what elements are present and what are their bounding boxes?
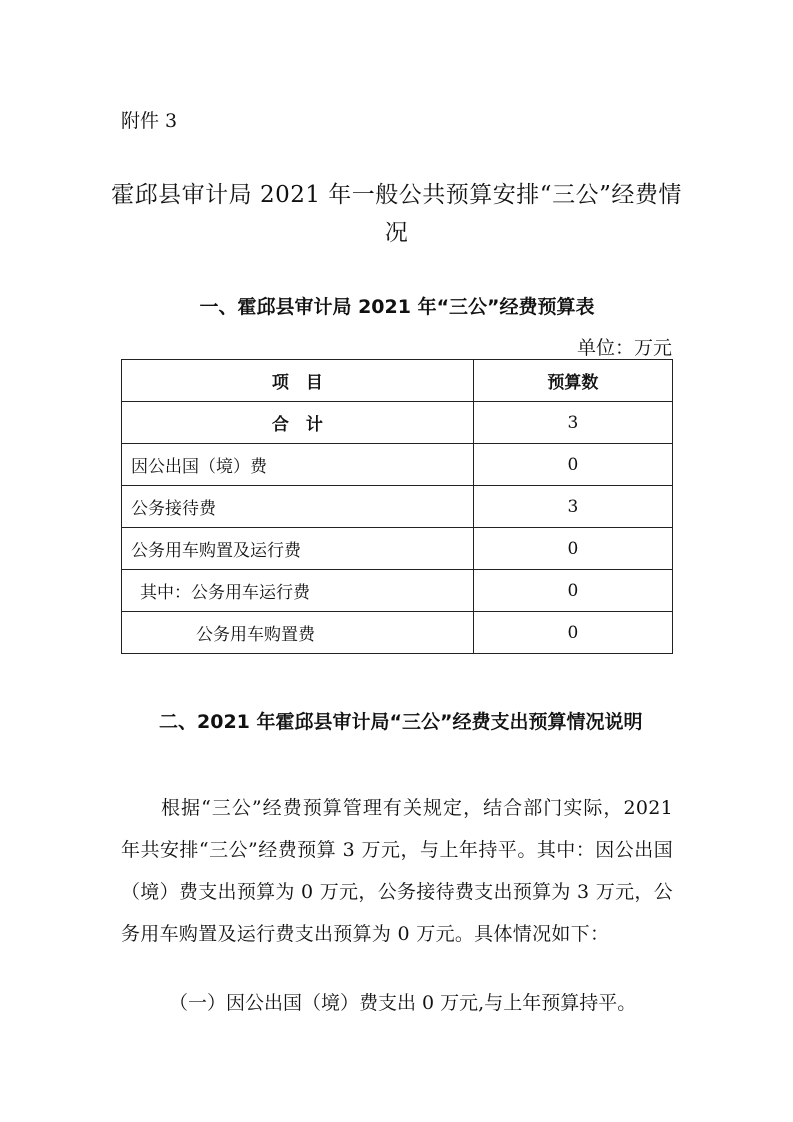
header-item: 项 目 <box>122 360 474 402</box>
table-row <box>122 612 673 654</box>
row-value: 3 <box>473 486 672 528</box>
document-title: 霍邱县审计局 2021 年一般公共预算安排“三公”经费情况 <box>111 182 682 246</box>
row-value: 0 <box>473 528 672 570</box>
table-row <box>122 444 673 486</box>
table-row <box>122 486 673 528</box>
body-paragraph: 根据“三公”经费预算管理有关规定，结合部门实际，2021 年共安排“三公”经费预算 3 万元，与上年持平。其中：因公出国（境）费支出预算为 0 万元，公务接待费支出预算为 3 万元，公务用车购置及运行费支出预算为 0 万元。具体情况如下： <box>121 797 673 945</box>
table-header-row <box>122 360 673 402</box>
table-total-row <box>122 402 673 444</box>
total-label: 合 计 <box>122 402 474 444</box>
header-budget: 预算数 <box>473 360 672 402</box>
row-label: 公务用车购置及运行费 <box>122 528 474 570</box>
unit-label: 单位：万元 <box>576 337 672 359</box>
table-row <box>122 528 673 570</box>
budget-table <box>121 359 673 654</box>
total-value: 3 <box>473 402 672 444</box>
attachment-label: 附件 3 <box>121 110 178 132</box>
section-1-heading: 一、霍邱县审计局 2021 年“三公”经费预算表 <box>199 296 595 318</box>
table-row <box>122 570 673 612</box>
row-value: 0 <box>473 570 672 612</box>
body-paragraph-item-1: （一）因公出国（境）费支出 0 万元,与上年预算持平。 <box>169 992 637 1014</box>
row-label: 公务接待费 <box>122 486 474 528</box>
row-label: 因公出国（境）费 <box>122 444 474 486</box>
row-label: 其中：公务用车运行费 <box>122 570 474 612</box>
section-2-heading: 二、2021 年霍邱县审计局“三公”经费支出预算情况说明 <box>159 711 643 733</box>
row-value: 0 <box>473 444 672 486</box>
row-label: 公务用车购置费 <box>122 612 474 654</box>
row-value: 0 <box>473 612 672 654</box>
